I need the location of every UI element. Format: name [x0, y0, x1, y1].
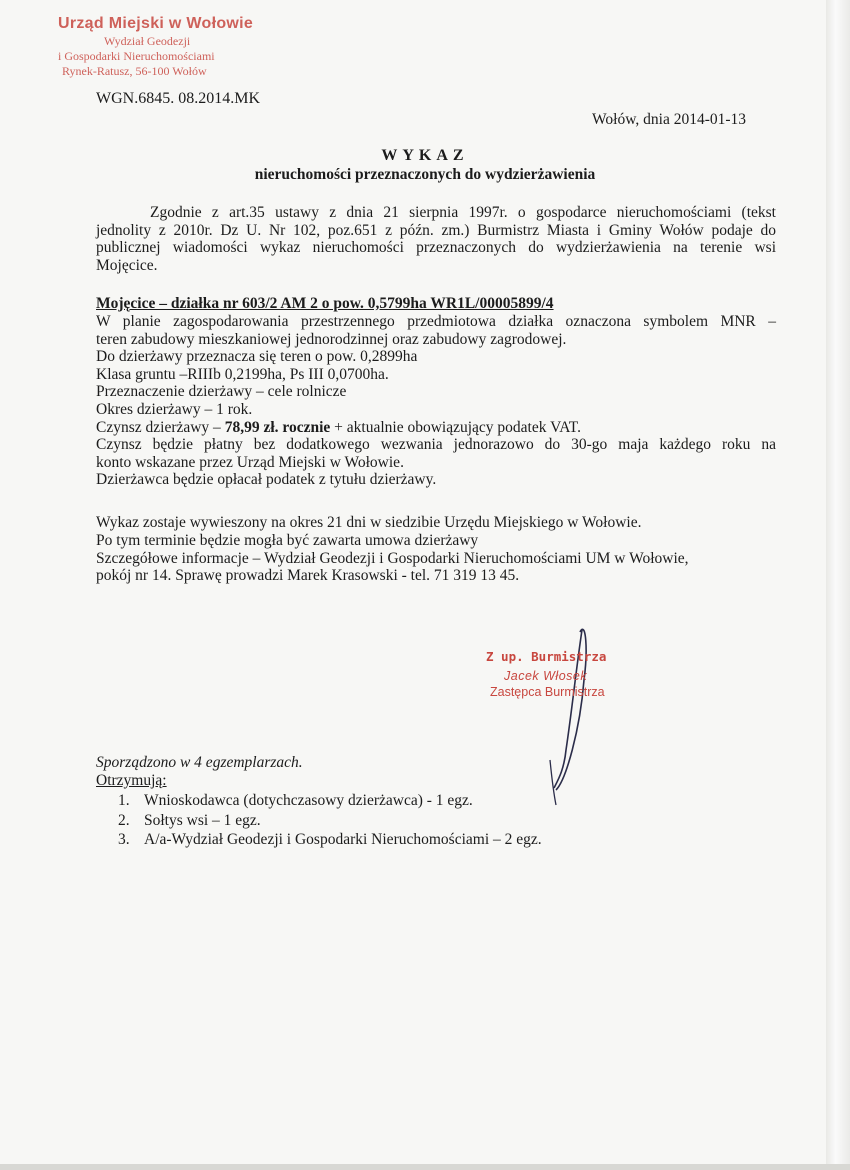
rent-line [96, 419, 776, 437]
list-number: 2. [118, 811, 130, 829]
intro-line: publicznej wiadomości wykaz nieruchomości przeznaczonych do wydzierżawienia na terenie wsi [96, 239, 776, 257]
list-text: Sołtys wsi – 1 egz. [144, 811, 261, 829]
prepared-note: Sporządzono w 4 egzemplarzach. [96, 754, 303, 771]
signature-name: Jacek Włosek [504, 669, 588, 683]
intro-paragraph [96, 204, 776, 274]
document-title: WYKAZ [381, 147, 469, 164]
recipients-list [118, 791, 542, 850]
property-details [96, 313, 776, 489]
document-date: Wołów, dnia 2014-01-13 [592, 111, 747, 128]
stamp-line-2: Wydział Geodezji [104, 34, 191, 48]
intro-line: jednolity z 2010r. Dz U. Nr 102, poz.651 z późn. zm.) Burmistrz Miasta i Gminy Wołów podaje do [96, 221, 776, 239]
list-item [118, 830, 542, 850]
signature-position: Zastępca Burmistrza [490, 685, 605, 699]
plan-line: W planie zagospodarowania przestrzennego przedmiotowa działka oznaczona symbolem MNR – [96, 313, 776, 330]
area-line: Do dzierżawy przeznacza się teren o pow. 0,2899ha [96, 348, 418, 366]
plan-line: teren zabudowy mieszkaniowej jednorodzinnej oraz zabudowy zagrodowej. [96, 330, 567, 348]
list-number: 1. [118, 792, 130, 809]
office-stamp [58, 14, 253, 79]
signature-authority: Z up. Burmistrza [486, 649, 607, 664]
rent-prefix: Czynsz dzierżawy – [96, 418, 225, 436]
list-text: A/a-Wydział Geodezji i Gospodarki Nieruchomościami – 2 egz. [144, 831, 542, 848]
list-text: Wnioskodawca (dotychczasowy dzierżawca) - 1 egz. [144, 792, 473, 809]
page-edge-bottom [0, 1164, 850, 1170]
document-subtitle: nieruchomości przeznaczonych do wydzierżawienia [254, 166, 596, 183]
tax-line: Dzierżawca będzie opłacał podatek z tytułu dzierżawy. [96, 471, 437, 489]
stamp-line-3: i Gospodarki Nieruchomościami [58, 49, 215, 63]
notice-line: Szczegółowe informacje – Wydział Geodezji i Gospodarki Nieruchomościami UM w Wołowie, [96, 549, 689, 567]
intro-line: Mojęcice. [96, 256, 158, 274]
reference-number: WGN.6845. 08.2014.MK [96, 90, 260, 107]
list-item [118, 811, 542, 831]
rent-amount: 78,99 zł. rocznie [224, 418, 331, 436]
period-line: Okres dzierżawy – 1 rok. [96, 400, 253, 418]
signature-mark [470, 610, 670, 820]
rent-suffix: + aktualnie obowiązujący podatek VAT. [330, 418, 581, 436]
notice-line: pokój nr 14. Sprawę prowadzi Marek Krasowski - tel. 71 319 13 45. [96, 567, 520, 585]
payment-line: Czynsz będzie płatny bez dodatkowego wezwania jednorazowo do 30-go maja każdego roku na [96, 436, 776, 454]
list-number: 3. [118, 831, 130, 848]
stamp-line-4: Rynek-Ratusz, 56-100 Wołów [62, 64, 207, 78]
notice-line: Wykaz zostaje wywieszony na okres 21 dni w siedzibie Urzędu Miejskiego w Wołowie. [96, 514, 642, 531]
notice-line: Po tym terminie będzie mogła być zawarta umowa dzierżawy [96, 531, 479, 549]
payment-line: konto wskazane przez Urząd Miejski w Wołowie. [96, 453, 404, 471]
intro-line: Zgodnie z art.35 ustawy z dnia 21 sierpnia 1997r. o gospodarce nieruchomościami (tekst [150, 204, 776, 221]
property-heading: Mojęcice – działka nr 603/2 AM 2 o pow. 0,5799ha WR1L/00005899/4 [96, 295, 554, 312]
list-item [118, 791, 542, 811]
purpose-line: Przeznaczenie dzierżawy – cele rolnicze [96, 383, 347, 401]
stamp-line-1: Urząd Miejski w Wołowie [58, 15, 254, 32]
soil-class-line: Klasa gruntu –RIIIb 0,2199ha, Ps III 0,0700ha. [96, 365, 389, 383]
recipients-label: Otrzymują: [96, 772, 167, 789]
notice-block [96, 514, 689, 585]
